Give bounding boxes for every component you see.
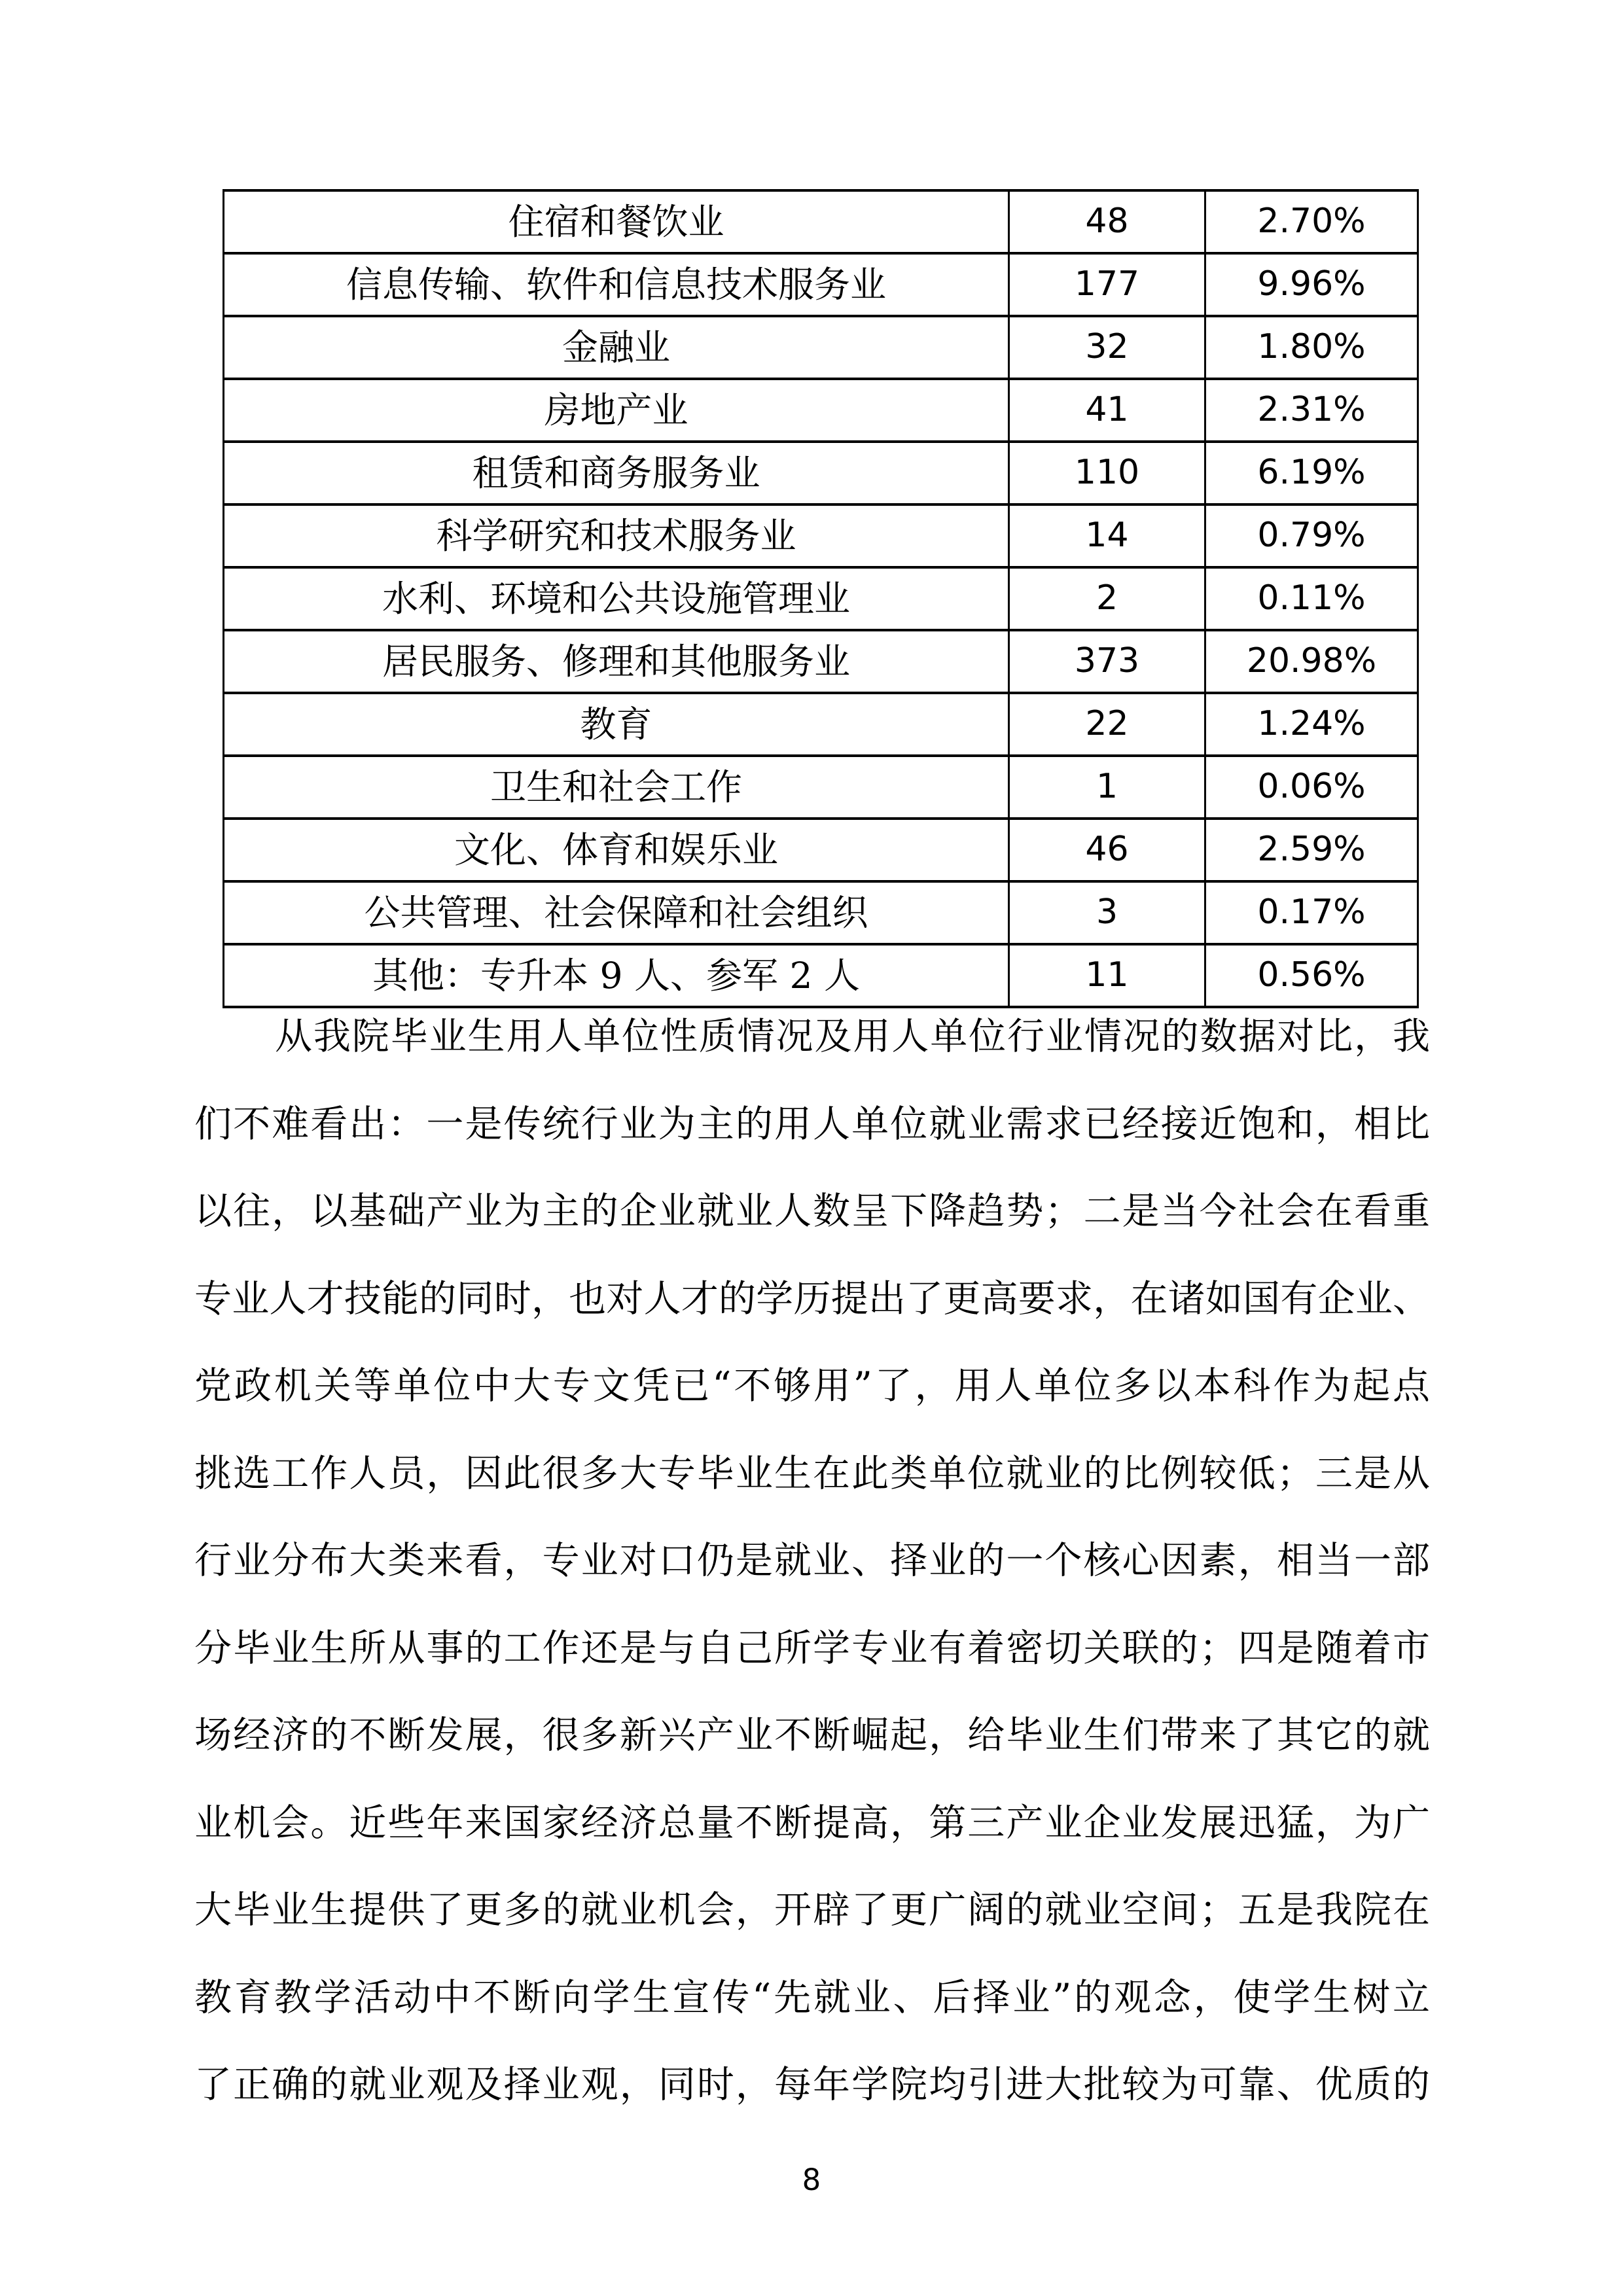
- count-cell: 110: [1009, 442, 1205, 504]
- paragraph-line: 业机会。近些年来国家经济总量不断提高，第三产业企业发展迅猛，为广: [194, 1801, 1430, 1845]
- count-cell: 48: [1009, 190, 1205, 253]
- table-row: [224, 630, 1418, 693]
- table-row: [224, 190, 1418, 253]
- table-row: [224, 567, 1418, 630]
- paragraph-line: 行业分布大类来看，专业对口仍是就业、择业的一个核心因素，相当一部: [194, 1539, 1430, 1582]
- industry-name-cell: 住宿和餐饮业: [224, 190, 1009, 253]
- percent-cell: 2.59%: [1205, 819, 1418, 881]
- count-cell: 3: [1009, 881, 1205, 944]
- table-row: [224, 756, 1418, 819]
- paragraph-line: 分毕业生所从事的工作还是与自己所学专业有着密切关联的；四是随着市: [194, 1626, 1430, 1670]
- industry-distribution-table: [223, 189, 1419, 1008]
- paragraph-line: 以往，以基础产业为主的企业就业人数呈下降趋势；二是当今社会在看重: [194, 1190, 1430, 1233]
- industry-name-cell: 水利、环境和公共设施管理业: [224, 567, 1009, 630]
- paragraph-line: 专业人才技能的同时，也对人才的学历提出了更高要求，在诸如国有企业、: [194, 1277, 1430, 1320]
- paragraph-line: 教育教学活动中不断向学生宣传“先就业、后择业”的观念，使学生树立: [194, 1975, 1430, 2019]
- paragraph-line: 从我院毕业生用人单位性质情况及用人单位行业情况的数据对比，我: [275, 1015, 1430, 1058]
- percent-cell: 2.70%: [1205, 190, 1418, 253]
- industry-name-cell: 科学研究和技术服务业: [224, 504, 1009, 567]
- paragraph-line: 们不难看出：一是传统行业为主的用人单位就业需求已经接近饱和，相比: [194, 1102, 1430, 1146]
- paragraph-line: 大毕业生提供了更多的就业机会，开辟了更广阔的就业空间；五是我院在: [194, 1888, 1430, 1932]
- industry-name-cell: 文化、体育和娱乐业: [224, 819, 1009, 881]
- percent-cell: 9.96%: [1205, 253, 1418, 316]
- paragraph-line: 挑选工作人员，因此很多大专毕业生在此类单位就业的比例较低；三是从: [194, 1451, 1430, 1495]
- count-cell: 177: [1009, 253, 1205, 316]
- industry-name-cell: 卫生和社会工作: [224, 756, 1009, 819]
- industry-name-cell: 居民服务、修理和其他服务业: [224, 630, 1009, 693]
- industry-name-cell: 其他：专升本 9 人、参军 2 人: [224, 944, 1009, 1007]
- body-paragraph: [194, 993, 1430, 2129]
- count-cell: 11: [1009, 944, 1205, 1007]
- industry-name-cell: 公共管理、社会保障和社会组织: [224, 881, 1009, 944]
- industry-table-body: [224, 190, 1418, 1007]
- table-row: [224, 693, 1418, 756]
- industry-name-cell: 房地产业: [224, 379, 1009, 442]
- page-number: 8: [802, 2163, 821, 2197]
- percent-cell: 0.56%: [1205, 944, 1418, 1007]
- table-row: [224, 819, 1418, 881]
- count-cell: 14: [1009, 504, 1205, 567]
- count-cell: 373: [1009, 630, 1205, 693]
- paragraph-line: 场经济的不断发展，很多新兴产业不断崛起，给毕业生们带来了其它的就: [194, 1714, 1430, 1757]
- percent-cell: 2.31%: [1205, 379, 1418, 442]
- count-cell: 32: [1009, 316, 1205, 379]
- percent-cell: 6.19%: [1205, 442, 1418, 504]
- percent-cell: 1.24%: [1205, 693, 1418, 756]
- percent-cell: 0.79%: [1205, 504, 1418, 567]
- percent-cell: 0.11%: [1205, 567, 1418, 630]
- percent-cell: 1.80%: [1205, 316, 1418, 379]
- table-row: [224, 379, 1418, 442]
- count-cell: 2: [1009, 567, 1205, 630]
- count-cell: 41: [1009, 379, 1205, 442]
- industry-name-cell: 信息传输、软件和信息技术服务业: [224, 253, 1009, 316]
- industry-name-cell: 金融业: [224, 316, 1009, 379]
- count-cell: 22: [1009, 693, 1205, 756]
- table-row: [224, 316, 1418, 379]
- percent-cell: 0.17%: [1205, 881, 1418, 944]
- paragraph-line: 党政机关等单位中大专文凭已“不够用”了，用人单位多以本科作为起点: [194, 1364, 1430, 1407]
- count-cell: 46: [1009, 819, 1205, 881]
- paragraph-line: 了正确的就业观及择业观，同时，每年学院均引进大批较为可靠、优质的: [194, 2063, 1430, 2106]
- table-row: [224, 442, 1418, 504]
- table-row: [224, 253, 1418, 316]
- industry-name-cell: 租赁和商务服务业: [224, 442, 1009, 504]
- table-row: [224, 504, 1418, 567]
- percent-cell: 0.06%: [1205, 756, 1418, 819]
- count-cell: 1: [1009, 756, 1205, 819]
- industry-name-cell: 教育: [224, 693, 1009, 756]
- table-row: [224, 881, 1418, 944]
- percent-cell: 20.98%: [1205, 630, 1418, 693]
